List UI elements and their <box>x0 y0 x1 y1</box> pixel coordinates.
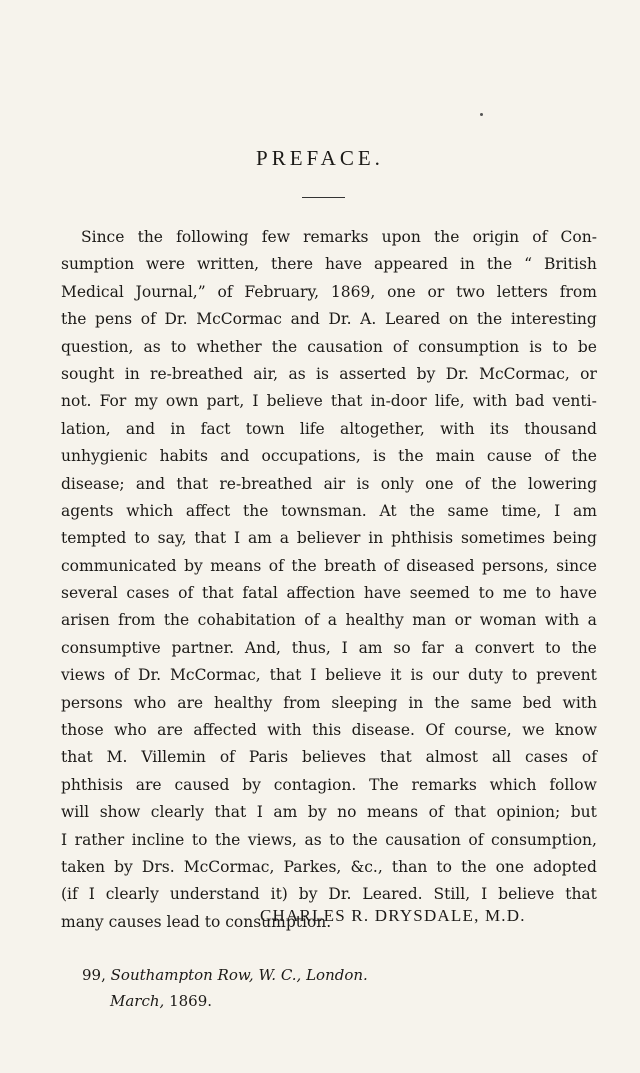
body-line: sought in re-breathed air, as is asserted by Dr. McCormac, or <box>61 364 597 383</box>
body-line: unhygienic habits and occupations, is the main cause of the <box>61 447 597 466</box>
page-title: PREFACE. <box>256 146 384 170</box>
body-line: those who are affected with this disease. Of course, we know <box>61 721 597 740</box>
date-year: 1869. <box>169 992 213 1010</box>
address-district: W. C., <box>258 966 302 984</box>
body-line: consumptive partner. And, thus, I am so far a convert to the <box>61 638 597 657</box>
ink-speck <box>480 113 483 116</box>
body-line: views of Dr. McCormac, that I believe it is our duty to prevent <box>61 666 597 685</box>
body-line: (if I clearly understand it) by Dr. Leared. Still, I believe that <box>61 885 597 904</box>
body-line: the pens of Dr. McCormac and Dr. A. Leared on the interesting <box>61 310 597 329</box>
author-date <box>110 988 212 1014</box>
body-line: Medical Journal,” of February, 1869, one or two letters from <box>61 282 597 301</box>
body-line: disease; and that re-breathed air is only one of the lowering <box>61 474 597 493</box>
body-line: not. For my own part, I believe that in-door life, with bad venti- <box>61 392 597 411</box>
body-line: I rather incline to the views, as to the causation of consumption, <box>61 830 597 849</box>
body-line: question, as to whether the causation of consumption is to be <box>61 337 597 356</box>
body-line: several cases of that fatal affection have seemed to me to have <box>61 584 597 603</box>
author-address <box>82 962 368 988</box>
address-city: London. <box>306 966 368 984</box>
title-rule <box>302 197 345 198</box>
body-line: sumption were written, there have appeared in the “ British <box>61 255 597 274</box>
body-line: communicated by means of the breath of diseased persons, since <box>61 556 597 575</box>
preface-body <box>61 224 597 936</box>
body-line: that M. Villemin of Paris believes that almost all cases of <box>61 748 597 767</box>
author-signature: CHARLES R. DRYSDALE, M.D. <box>260 906 526 925</box>
body-line: lation, and in fact town life altogether, with its thousand <box>61 419 597 438</box>
address-number: 99, <box>82 966 106 984</box>
body-line: Since the following few remarks upon the origin of Con- <box>81 228 597 246</box>
address-street: Southampton Row, <box>110 966 254 984</box>
body-line: agents which affect the townsman. At the same time, I am <box>61 501 597 520</box>
body-line: persons who are healthy from sleeping in the same bed with <box>61 693 597 712</box>
body-line: taken by Drs. McCormac, Parkes, &c., than to the one adopted <box>61 857 597 876</box>
body-line: arisen from the cohabitation of a healthy man or woman with a <box>61 611 597 630</box>
body-line: will show clearly that I am by no means of that opinion; but <box>61 803 597 822</box>
body-line: many causes lead to consumption. <box>61 912 332 931</box>
date-month: March, <box>110 992 165 1010</box>
body-line: phthisis are caused by contagion. The remarks which follow <box>61 775 597 794</box>
body-line: tempted to say, that I am a believer in phthisis sometimes being <box>61 529 597 548</box>
